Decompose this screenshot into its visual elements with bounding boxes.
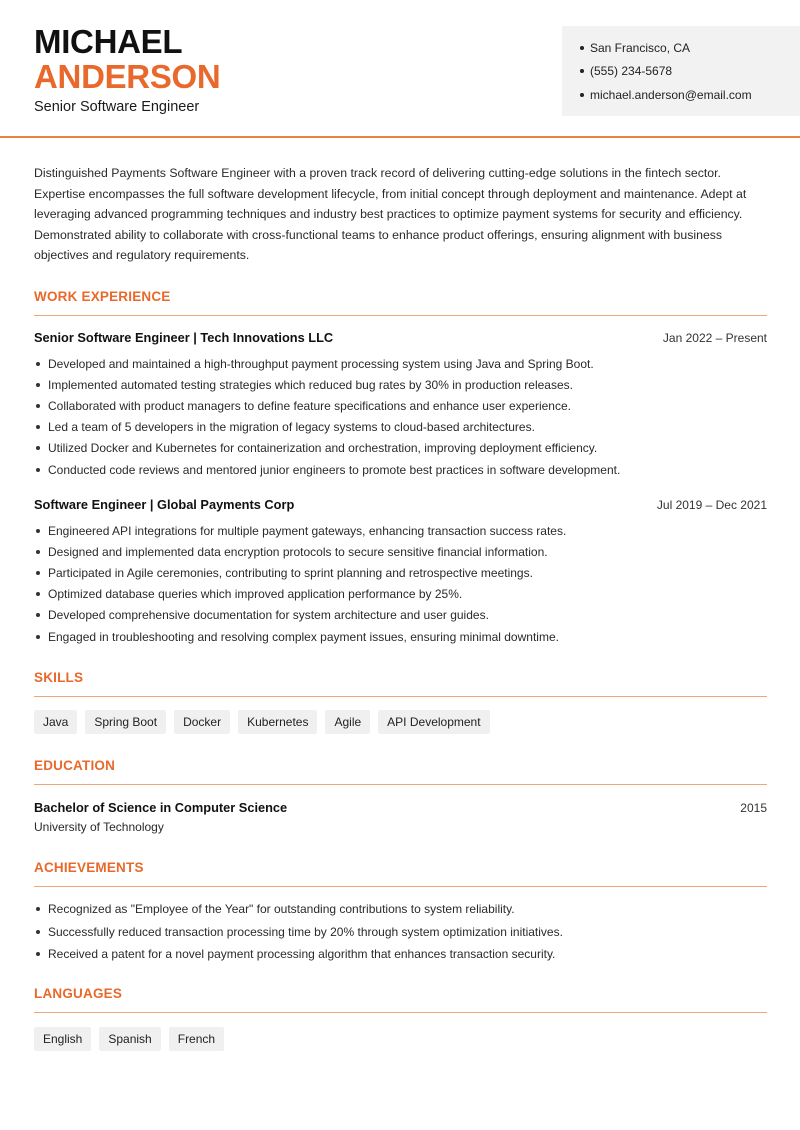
section-title-work-experience: WORK EXPERIENCE: [34, 289, 171, 304]
bullet-icon: [36, 550, 40, 554]
bullet-icon: [36, 446, 40, 450]
list-item-text: Conducted code reviews and mentored junior engineers to promote best practices in software development.: [48, 462, 621, 477]
list-item-text: Collaborated with product managers to define feature specifications and enhance user experience.: [48, 398, 571, 413]
list-item-text: Optimized database queries which improved application performance by 25%.: [48, 587, 463, 602]
contact-email-text: michael.anderson@email.com: [590, 87, 752, 102]
contact-location-text: San Francisco, CA: [590, 40, 691, 55]
list-item: [34, 541, 767, 562]
language-tag: English: [34, 1027, 91, 1051]
list-item: [34, 353, 767, 374]
list-item-text: Recognized as "Employee of the Year" for outstanding contributions to system reliability.: [48, 902, 515, 917]
list-item-text: Participated in Agile ceremonies, contributing to sprint planning and retrospective meetings.: [48, 565, 533, 580]
bullet-icon: [36, 468, 40, 472]
section-title-skills: SKILLS: [34, 670, 84, 685]
bullet-icon: [36, 930, 40, 934]
contact-info: [562, 26, 800, 116]
list-item: [34, 584, 767, 605]
language-tag: French: [169, 1027, 224, 1051]
bullet-icon: [36, 404, 40, 408]
last-name: ANDERSON: [34, 58, 221, 95]
language-tags: [34, 1027, 224, 1051]
list-item-text: Led a team of 5 developers in the migration of legacy systems to cloud-based architectures.: [48, 420, 535, 435]
section-title-languages: LANGUAGES: [34, 986, 123, 1001]
skills-tags: [34, 710, 490, 734]
job-role: Senior Software Engineer | Tech Innovations LLC: [34, 330, 334, 345]
list-item: [34, 562, 767, 583]
bullet-icon: [36, 529, 40, 533]
list-item-text: Developed and maintained a high-throughput payment processing system using Java and Spring Boot.: [48, 356, 594, 371]
list-item: [34, 417, 767, 438]
list-item-text: Implemented automated testing strategies which reduced bug rates by 30% in production releases.: [48, 377, 573, 392]
contact-phone: [580, 60, 800, 84]
candidate-name: [34, 24, 220, 94]
language-tag: Spanish: [99, 1027, 160, 1051]
section-divider: [34, 886, 767, 887]
list-item: [34, 395, 767, 416]
job-bullets: [34, 520, 767, 647]
section-title-achievements: ACHIEVEMENTS: [34, 860, 144, 875]
job-bullets: [34, 353, 767, 480]
skill-tag: Kubernetes: [238, 710, 317, 734]
section-title-education: EDUCATION: [34, 758, 116, 773]
section-divider: [34, 315, 767, 316]
list-item-text: Successfully reduced transaction processing time by 20% through system optimization initiatives.: [48, 924, 563, 939]
education-school: University of Technology: [34, 820, 164, 834]
bullet-icon: [36, 362, 40, 366]
first-name: MICHAEL: [34, 23, 183, 60]
bullet-icon: [36, 635, 40, 639]
contact-email: [580, 83, 800, 107]
bullet-icon: [36, 907, 40, 911]
bullet-icon: [36, 383, 40, 387]
list-item-text: Engaged in troubleshooting and resolving complex payment issues, ensuring minimal downtime.: [48, 629, 559, 644]
section-divider: [34, 784, 767, 785]
education-entry-header: [34, 800, 767, 815]
skill-tag: Java: [34, 710, 77, 734]
achievement-bullets: [34, 898, 767, 966]
list-item: [34, 626, 767, 647]
list-item-text: Utilized Docker and Kubernetes for containerization and orchestration, improving deployment efficiency.: [48, 441, 598, 456]
bullet-icon: [580, 69, 584, 73]
skill-tag: Docker: [174, 710, 230, 734]
job-role: Software Engineer | Global Payments Corp: [34, 497, 295, 512]
bullet-icon: [36, 952, 40, 956]
list-item: [34, 520, 767, 541]
bullet-icon: [36, 613, 40, 617]
list-item: [34, 374, 767, 395]
job-entry-header: [34, 497, 767, 512]
list-item-text: Received a patent for a novel payment processing algorithm that enhances transaction security.: [48, 947, 556, 962]
contact-location: [580, 36, 800, 60]
list-item: [34, 943, 767, 966]
bullet-icon: [36, 425, 40, 429]
skill-tag: Spring Boot: [85, 710, 166, 734]
list-item: [34, 438, 767, 459]
education-degree: Bachelor of Science in Computer Science: [34, 800, 288, 815]
education-year: 2015: [740, 801, 767, 815]
list-item: [34, 898, 767, 921]
skill-tag: Agile: [325, 710, 370, 734]
bullet-icon: [580, 46, 584, 50]
bullet-icon: [36, 571, 40, 575]
section-divider: [34, 1012, 767, 1013]
contact-phone-text: (555) 234-5678: [590, 64, 673, 79]
job-dates: Jan 2022 – Present: [662, 331, 767, 345]
job-dates: Jul 2019 – Dec 2021: [656, 498, 767, 512]
list-item-text: Designed and implemented data encryption protocols to secure sensitive financial information.: [48, 544, 548, 559]
professional-summary: Distinguished Payments Software Engineer with a proven track record of delivering cutting-edge solutions in the fintech sector. Expertise encompasses the full software development lifecycle, from initial concept through deployment and maintenance. Adept at leveraging advanced programming techniques and industry best practices to optimize payment systems for security and efficiency. Demonstrated ability to collaborate with cross-functional teams to enhance product offerings, ensuring alignment with business objectives and regulatory requirements.: [34, 166, 747, 262]
skill-tag: API Development: [378, 710, 489, 734]
list-item: [34, 921, 767, 944]
list-item: [34, 605, 767, 626]
bullet-icon: [580, 93, 584, 97]
list-item-text: Developed comprehensive documentation for system architecture and user guides.: [48, 608, 489, 623]
list-item-text: Engineered API integrations for multiple payment gateways, enhancing transaction success rates.: [48, 523, 567, 538]
resume-header: [0, 0, 800, 138]
list-item: [34, 459, 767, 480]
bullet-icon: [36, 592, 40, 596]
job-title: Senior Software Engineer: [34, 99, 200, 115]
section-divider: [34, 696, 767, 697]
job-entry-header: [34, 330, 767, 345]
